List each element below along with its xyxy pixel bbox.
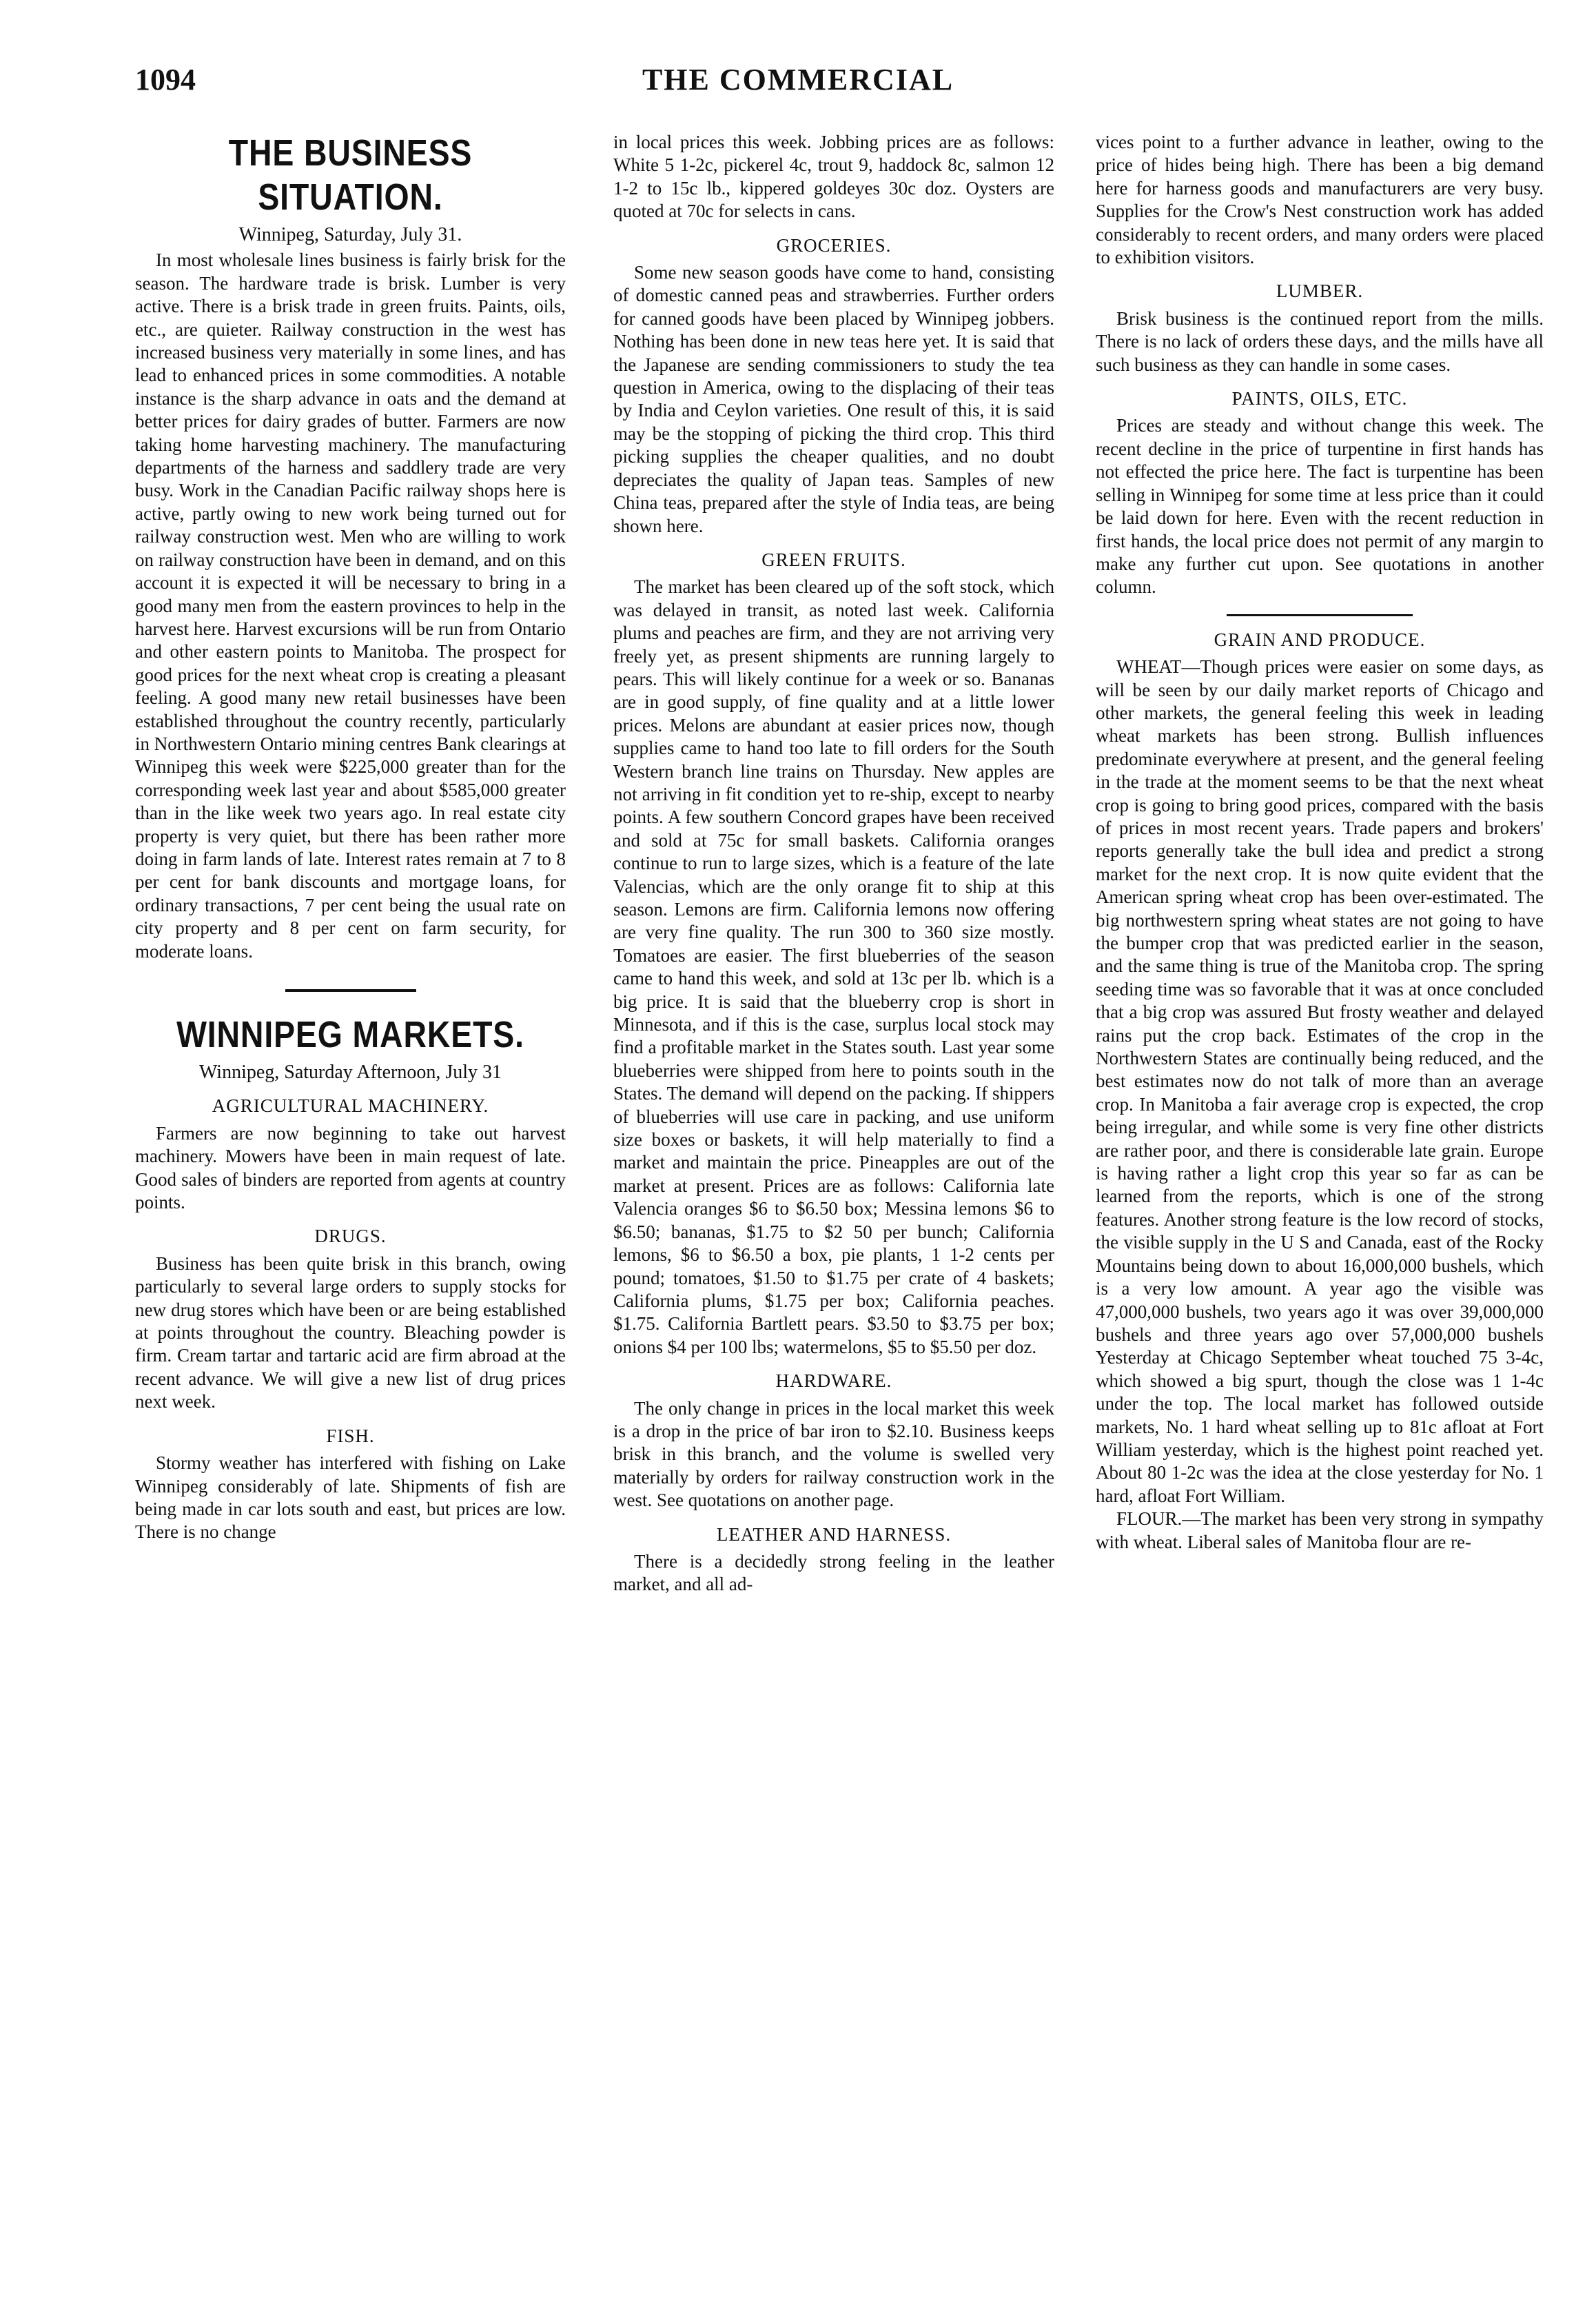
wheat-body: WHEAT—Though prices were easier on some days, as will be seen by our daily market reports of Chicago and other markets, the general feeling this week in leading wheat markets has been strong. Bullish influences predominate everywhere at present, and the general feeling in the trade at the moment seems to be that the next wheat crop is going to bring good prices, compared with the basis of prices in most recent years. Trade papers and brokers' reports generally take the bull idea and predict a strong market for the next crop. It is now quite evident that the American spring wheat crop has been over-estimated. The big northwestern spring wheat states are not going to have the bumper crop that was predicted earlier in the season, and the same thing is true of the Manitoba crop. The spring seeding time was so favorable that it was at once concluded that a big crop was assured But frosty weather and delayed rains put the crop back. Estimates of the crop in the Northwestern States are continually being reduced, and the best estimates now do not talk of more than an average crop. In Manitoba a fair average crop is expected, the crop being irregular, and while some is very fine other districts are rather poor, and there is considerable late grain. Europe is having rather a light crop this year so far as can be learned from the reports, which is one of the strong features. Another strong feature is the low record of stocks, the visible supply in the U S and Canada, east of the Rocky Mountains being down to about 16,000,000 bushels, which is a very low amount. A year ago the visible was 47,000,000 bushels, two years ago it was over 39,000,000 bushels and three years ago over 57,000,000 bushels Yesterday at Chicago September wheat touched 75 3-4c, which showed a big spurt, though the close was 1 1-4c under the top. The local market has followed outside markets, No. 1 hard wheat selling up to 81c afloat at Fort William yesterday, which is the highest point reached yet. About 80 1-2c was the idea at the close yesterday for No. 1 hard, afloat Fort William. — [1096, 656, 1544, 1506]
page-number: 1094 — [135, 63, 196, 97]
drugs-body: Business has been quite brisk in this branch, owing particularly to several large orders to supply stocks for new drug stores which have been or are being established at points throughout the country. Bleaching powder is firm. Cream tartar and tartaric acid are firm abroad at the recent advance. We will give a new list of drug prices next week. — [135, 1253, 566, 1412]
column-1 — [135, 131, 566, 1544]
paints-oils-body: Prices are steady and without change this week. The recent decline in the price of turpentine in first hands has not effected the price here. The fact is turpentine has been selling in Winnipeg for some time at less price than it could be laid down for here. Even with the recent reduction in first hands, the local price does not permit of any margin to make any further cut upon. See quotations in another column. — [1096, 415, 1544, 598]
hardware-body: The only change in prices in the local market this week is a drop in the price of bar iron to $2.10. Business keeps brisk in this branch, and the volume is swelled very materially by orders for railway construction work in the west. See quotations on another page. — [613, 1397, 1054, 1511]
dateline-markets: Winnipeg, Saturday Afternoon, July 31 — [198, 1062, 502, 1083]
subhead-drugs: DRUGS. — [314, 1226, 387, 1247]
column-2 — [613, 131, 1054, 1596]
leather-harness-body: There is a decidedly strong feeling in the leather market, and all ad- — [613, 1550, 1054, 1595]
subhead-leather-harness: LEATHER AND HARNESS. — [716, 1523, 952, 1545]
subhead-paints-oils: PAINTS, OILS, ETC. — [1231, 388, 1408, 409]
agricultural-machinery-body: Farmers are now beginning to take out harvest machinery. Mowers have been in main request of late. Good sales of binders are reported from agents at country points. — [135, 1122, 566, 1213]
fish-body: Stormy weather has interfered with fishing on Lake Winnipeg considerably of late. Shipments of fish are being made in car lots south and east, but prices are low. There is no change — [135, 1452, 566, 1543]
flour-body: FLOUR.—The market has been very strong in sympathy with wheat. Liberal sales of Manitoba flour are re- — [1096, 1508, 1544, 1552]
column-3 — [1096, 131, 1544, 1554]
subhead-grain-produce: GRAIN AND PRODUCE. — [1214, 629, 1426, 650]
page-header — [0, 62, 1596, 103]
business-situation-body: In most wholesale lines business is fairly brisk for the season. The hardware trade is brisk. Lumber is very active. There is a brisk trade in green fruits. Paints, oils, etc., are quieter. Railway construction in the west has increased business very materially in some lines, and has lead to enhanced prices in some commodities. A notable instance is the sharp advance in oats and the demand at better prices for dairy grades of butter. Farmers are now taking home harvesting machinery. The manufacturing departments of the harness and saddlery trade are very busy. Work in the Canadian Pacific railway shops here is active, partly owing to new work being turned out for railway construction west. Men who are willing to work on railway construction have been in demand, and on this account it is expected it will be necessary to bring in a good many men from the eastern provinces to help in the harvest here. Harvest excursions will be run from Ontario and other eastern points to Manitoba. The prospect for good prices for the next wheat crop is creating a pleasant feeling. A good many new retail businesses have been established throughout the country recently, particularly in Northwestern Ontario mining centres Bank clearings at Winnipeg this week were $225,000 greater than for the corresponding week last year and about $585,000 greater than in the like week two years ago. In real estate city property is very quiet, but there has been rather more doing in farm lands of late. Interest rates remain at 7 to 8 per cent for bank discounts and mortgage loans, for ordinary transactions, 7 per cent being the usual rate on city property and 8 per cent on farm security, for moderate loans. — [135, 250, 566, 962]
subhead-groceries: GROCERIES. — [776, 234, 892, 256]
running-title: THE COMMERCIAL — [642, 63, 954, 97]
fish-body-continued: in local prices this week. Jobbing prices are as follows: White 5 1-2c, pickerel 4c, trout 9, haddock 8c, salmon 12 1-2 to 15c lb., kippered goldeyes 30c doz. Oysters are quoted at 70c for selects in cans. — [613, 132, 1054, 222]
section-divider — [285, 989, 416, 992]
dateline-business: Winnipeg, Saturday, July 31. — [238, 224, 462, 245]
leather-body-continued: vices point to a further advance in leather, owing to the price of hides being high. There has been a big demand here for harness goods and manufacturers are very busy. Supplies for the Crow's Nest construction work has added considerably to recent orders, and many orders were placed to exhibition visitors. — [1096, 132, 1544, 268]
subhead-green-fruits: GREEN FRUITS. — [761, 549, 906, 570]
subhead-hardware: HARDWARE. — [775, 1370, 892, 1392]
subhead-lumber: LUMBER. — [1276, 281, 1364, 302]
subhead-agricultural-machinery: AGRICULTURAL MACHINERY. — [212, 1095, 489, 1117]
subhead-fish: FISH. — [326, 1425, 375, 1446]
groceries-body: Some new season goods have come to hand, consisting of domestic canned peas and strawberries. Further orders for canned goods have been placed by Winnipeg jobbers. Nothing has been done in new teas here yet. It is said that the Japanese are sending commissioners to study the tea question in America, owing to the displacing of their teas by India and Ceylon varieties. One result of this, it is said may be the stopping of picking the third crop. This third picking supplies the cheaper qualities, and no doubt depreciates the quality of Japan teas. Samples of new China teas, prepared after the style of India teas, are being shown here. — [613, 262, 1054, 536]
headline-business-situation: THE BUSINESS SITUATION. — [228, 132, 473, 218]
green-fruits-body: The market has been cleared up of the soft stock, which was delayed in transit, as noted last week. California plums and peaches are firm, and they are not arriving very freely yet, as present shipments are running largely to pears. This will likely continue for a week or so. Bananas are in good supply, of fine quality and at a little lower prices. Melons are abundant at easier prices now, though supplies came to hand too late to fill orders for the South Western branch line trains on Thursday. New apples are not arriving in fit condition yet to re-ship, except to nearby points. A few southern Concord grapes have been received and sold at 75c for small baskets. California oranges continue to run to large sizes, which is a feature of the late Valencias, which are the only orange fit to ship at this season. Lemons are firm. California lemons now offering are very fine quality. The run 300 to 360 size mostly. Tomatoes are easier. The first blueberries of the season came to hand this week, and sold at 13c per lb. which is a big price. It is said that the blueberry crop is short in Minnesota, and if this is the case, surplus local stock may find a profitable market in the States south. Last year some blueberries were shipped from here to points south in the States. The demand will depend on the packing. If shippers of blueberries will use care in packing, and use uniform size boxes or baskets, it will help materially to find a market and maintain the price. Pineapples are out of the market at present. Prices are as follows: California late Valencia oranges $6 to $6.50 box; Messina lemons $6 to $6.50; bananas, $1.75 to $2 50 per bunch; California lemons, $6 to $6.50 a box, pie plants, 1 1-2 cents per pound; tomatoes, $1.50 to $1.75 per crate of 4 baskets; California plums, $1.75 per box; California peaches. $1.75. California Bartlett pears. $3.50 to $3.75 per box; onions $4 per 100 lbs; watermelons, $5 to $5.50 per doz. — [613, 576, 1054, 1357]
headline-winnipeg-markets: WINNIPEG MARKETS. — [176, 1014, 524, 1055]
section-divider — [1227, 614, 1413, 616]
lumber-body: Brisk business is the continued report from the mills. There is no lack of orders these days, and the mills have all such business as they can handle in some cases. — [1096, 307, 1544, 375]
